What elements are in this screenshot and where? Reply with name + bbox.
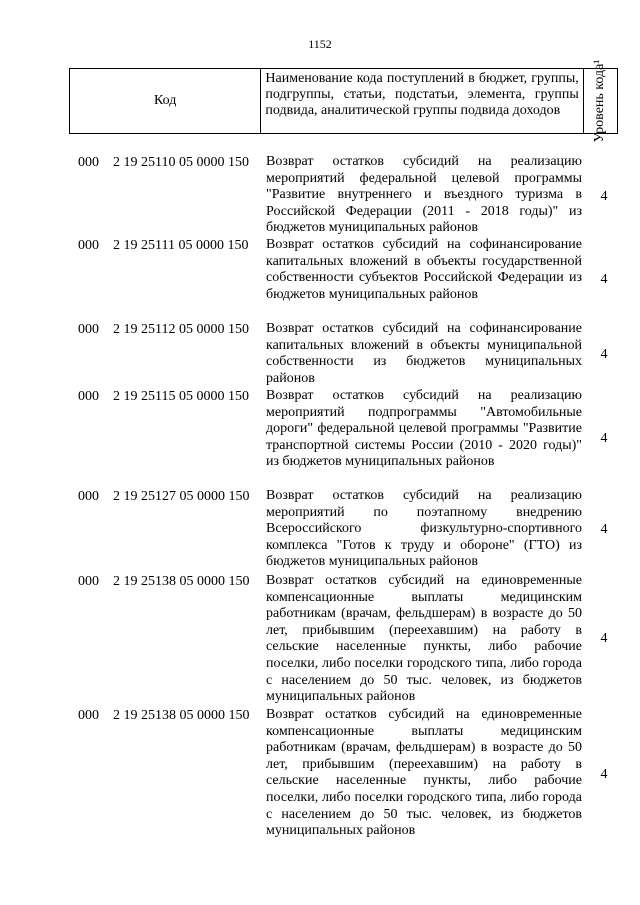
- table-row: [0, 388, 640, 488]
- admin-code: 000: [78, 489, 99, 504]
- code-level: 4: [600, 347, 608, 362]
- revenue-name: Возврат остатков субсидий на единовременные компенсационные выплаты медицинским работникам (врачам, фельдшерам) в возрасте до 50 лет, прибывшим (переехавшим) на работу в сельские населенные пункты, либо рабочие поселки, либо поселки городского типа, либо города с населением до 50 тыс. человек, из бюджетов муниципальных районов: [266, 573, 582, 705]
- revenue-code: 2 19 25138 05 0000 150: [113, 708, 250, 723]
- header-level-cell: [583, 59, 617, 143]
- admin-code: 000: [78, 389, 99, 404]
- table-row: [0, 707, 640, 841]
- revenue-name: Возврат остатков субсидий на реализацию мероприятий по поэтапному внедрению Всероссийского физкультурно-спортивного комплекса "Готов к труду и обороне" (ГТО) из бюджетов муниципальных районов: [266, 488, 582, 570]
- table-row: [0, 488, 640, 573]
- table-body: [0, 154, 640, 841]
- table-row: [0, 154, 640, 237]
- admin-code: 000: [78, 155, 99, 170]
- revenue-name: Возврат остатков субсидий на софинансирование капитальных вложений в объекты государственной собственности субъектов Российской Федерации из бюджетов муниципальных районов: [266, 237, 582, 302]
- code-level: 4: [600, 522, 608, 537]
- table-row: [0, 237, 640, 321]
- revenue-name: Возврат остатков субсидий на реализацию мероприятий федеральной целевой программы "Развитие внутреннего и въездного туризма в Российской Федерации (2011 - 2018 годы)" из бюджетов муниципальных районов: [266, 154, 582, 236]
- header-code: Код: [70, 69, 261, 134]
- admin-code: 000: [78, 708, 99, 723]
- code-level: 4: [600, 431, 608, 446]
- revenue-code: 2 19 25112 05 0000 150: [113, 322, 249, 337]
- page-number: 1152: [308, 37, 332, 51]
- code-level: 4: [600, 767, 608, 782]
- revenue-code: 2 19 25127 05 0000 150: [113, 489, 250, 504]
- code-level: 4: [600, 272, 608, 287]
- table-header: [69, 59, 618, 143]
- revenue-name: Возврат остатков субсидий на софинансирование капитальных вложений в объекты муниципальной собственности из бюджетов муниципальных районов: [266, 321, 582, 386]
- code-level: 4: [600, 189, 608, 204]
- revenue-code: 2 19 25138 05 0000 150: [113, 574, 250, 589]
- revenue-name: Возврат остатков субсидий на единовременные компенсационные выплаты медицинским работникам (врачам, фельдшерам) в возрасте до 50 лет, прибывшим (переехавшим) на работу в сельские населенные пункты, либо рабочие поселки, либо поселки городского типа, либо города с населением до 50 тыс. человек, из бюджетов муниципальных районов: [266, 707, 582, 839]
- header-name: Наименование кода поступлений в бюджет, группы, подгруппы, статьи, подстатьи, элемента, группы подвида, аналитической группы подвида доходов: [261, 69, 583, 134]
- code-level: 4: [600, 631, 608, 646]
- revenue-code: 2 19 25115 05 0000 150: [113, 389, 249, 404]
- table-row: [0, 321, 640, 388]
- table-row: [0, 573, 640, 707]
- admin-code: 000: [78, 238, 99, 253]
- revenue-code: 2 19 25110 05 0000 150: [113, 155, 249, 170]
- revenue-name: Возврат остатков субсидий на реализацию мероприятий подпрограммы "Автомобильные дороги" федеральной целевой программы "Развитие транспортной системы России (2010 - 2020 годы)" из бюджетов муниципальных районов: [266, 388, 582, 470]
- admin-code: 000: [78, 574, 99, 589]
- admin-code: 000: [78, 322, 99, 337]
- header-level: Уровень кода¹: [592, 59, 608, 143]
- revenue-code: 2 19 25111 05 0000 150: [113, 238, 249, 253]
